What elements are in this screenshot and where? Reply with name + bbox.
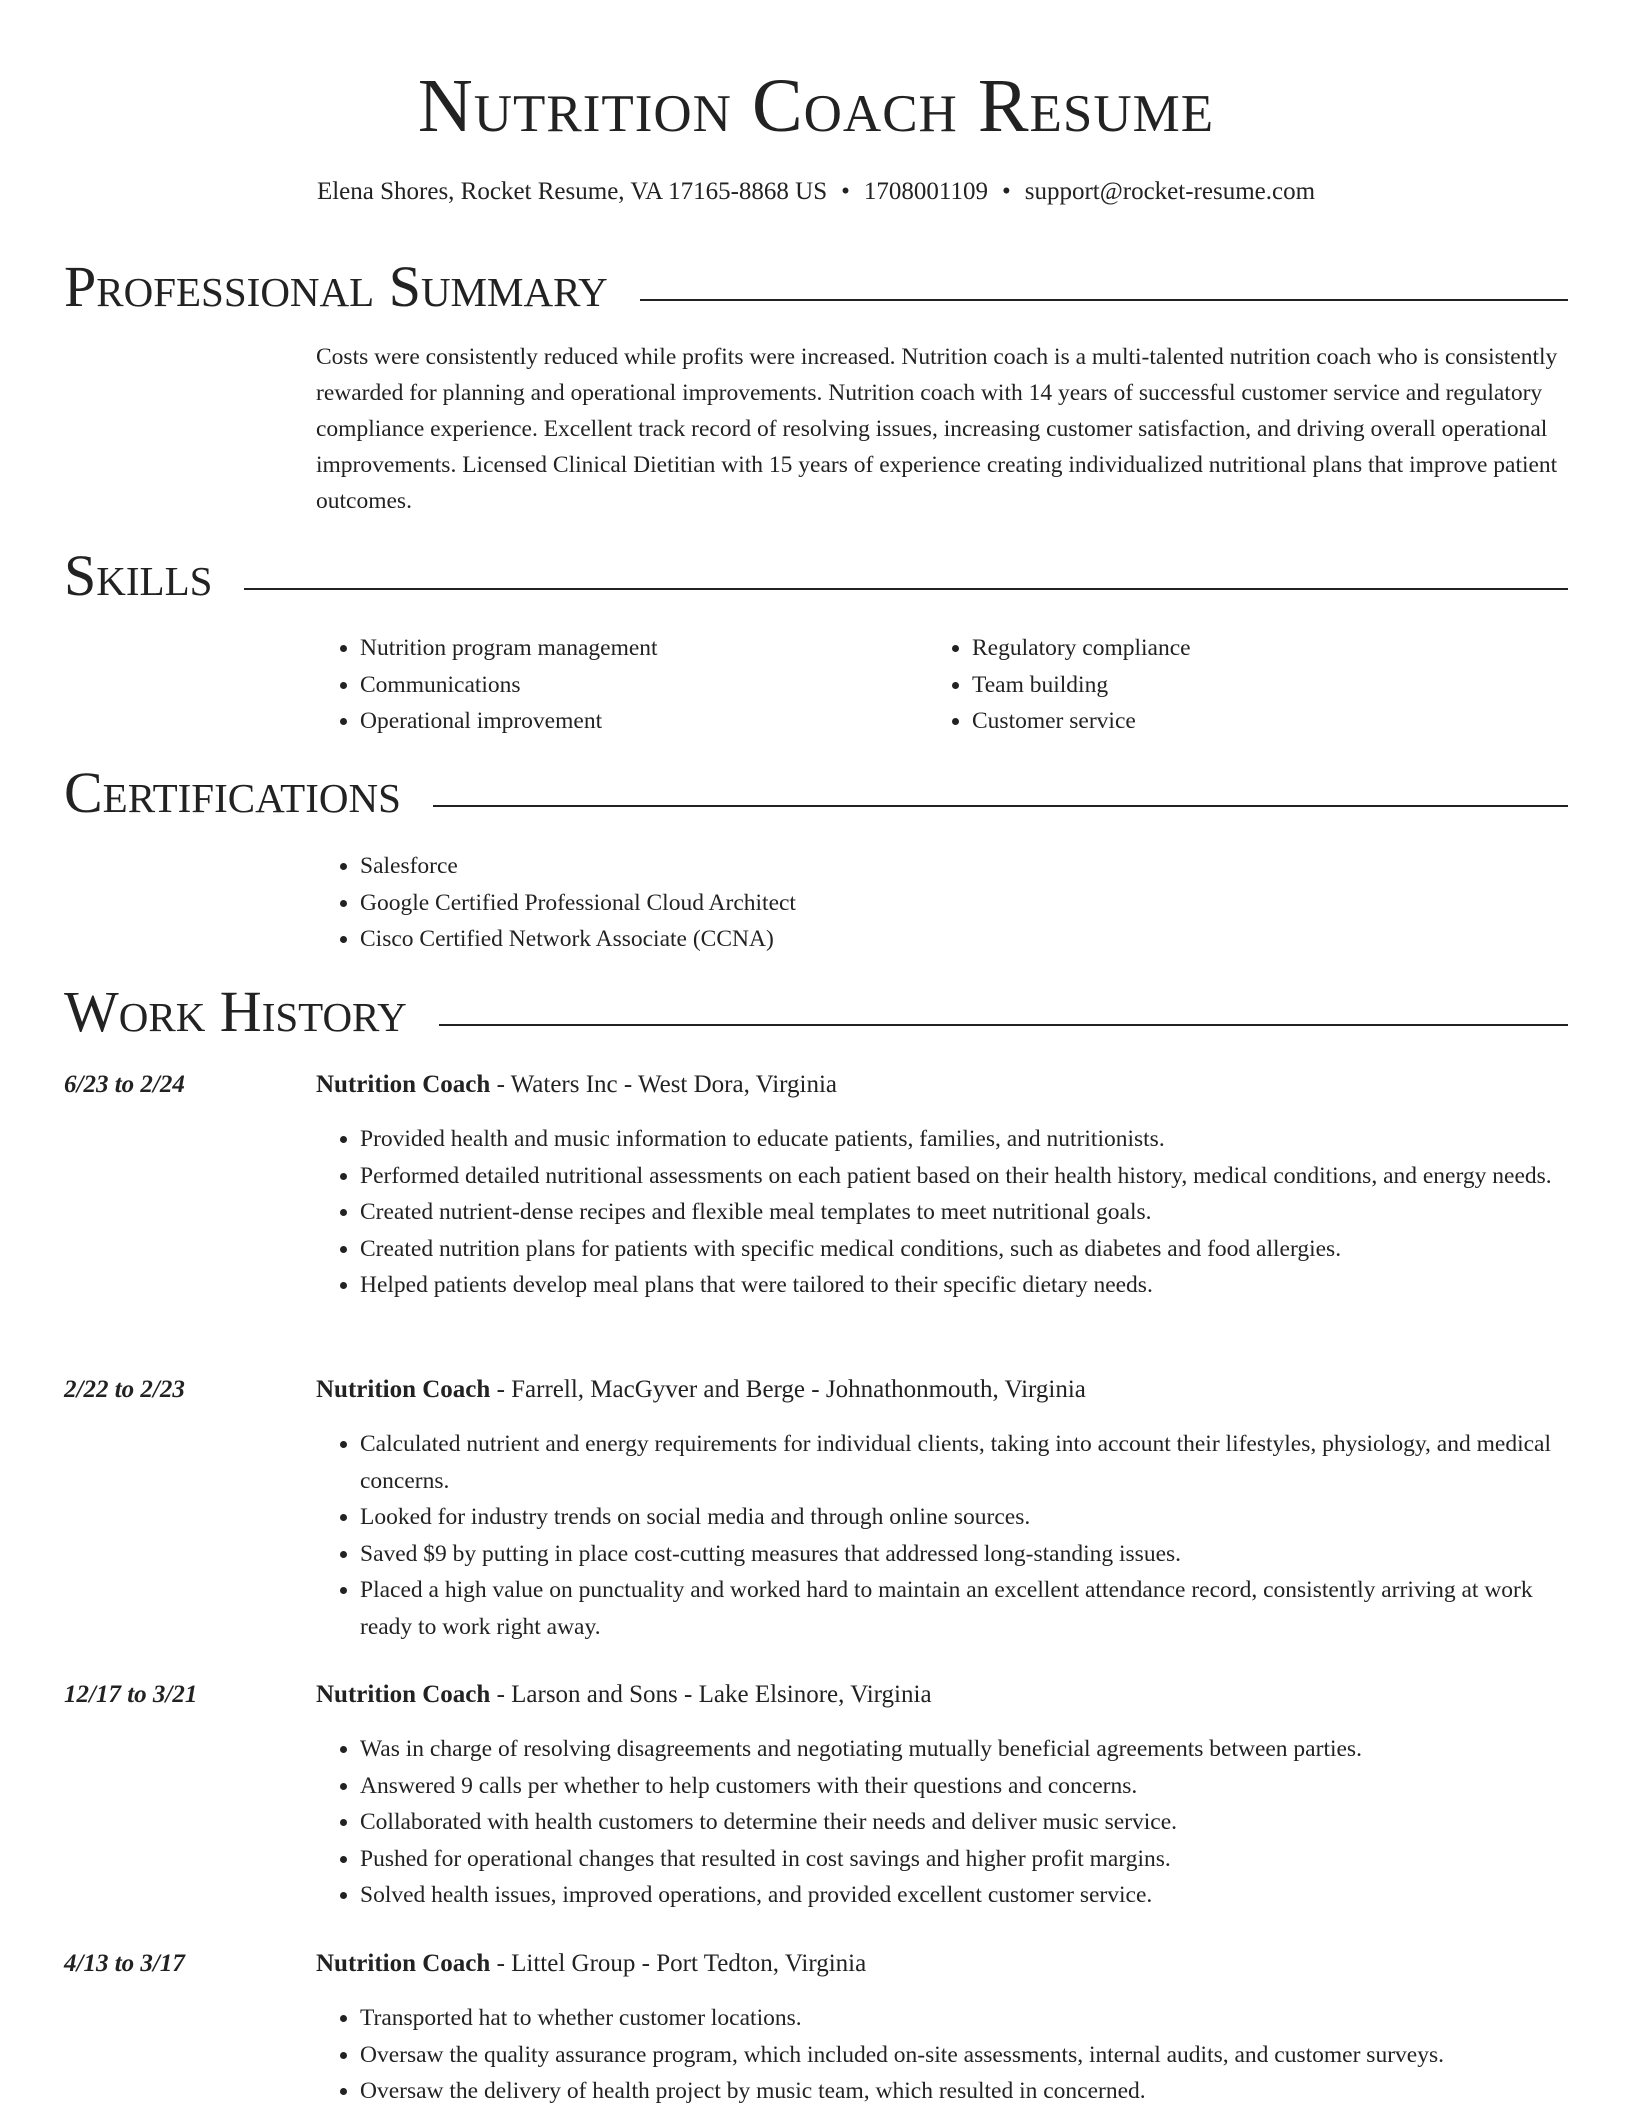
- job-dates: 6/23 to 2/24: [64, 1071, 185, 1098]
- contact-address: Elena Shores, Rocket Resume, VA 17165-8868 US: [316, 178, 828, 205]
- skill-item: • Customer service: [972, 703, 1191, 740]
- job-bullet: • Collaborated with health customers to determine their needs and deliver music service.: [360, 1804, 1568, 1841]
- job-bullet: • Oversaw the quality assurance program, which included on-site assessments, internal audits, and customer surveys.: [360, 2037, 1568, 2074]
- skill-item: • Operational improvement: [360, 703, 658, 740]
- job-role: Nutrition Coach: [316, 1376, 491, 1403]
- summary-section-header: [64, 252, 1568, 322]
- job-dates: 4/13 to 3/17: [64, 1950, 185, 1977]
- job-bullet: • Created nutrient-dense recipes and flexible meal templates to meet nutritional goals.: [360, 1194, 1568, 1231]
- skill-item: • Nutrition program management: [360, 630, 658, 667]
- contact-line: [0, 172, 1632, 212]
- skill-item: • Team building: [972, 667, 1191, 704]
- contact-email: support@rocket-resume.com: [1024, 178, 1316, 205]
- contact-phone: 1708001109: [863, 178, 988, 205]
- certification-item: • Cisco Certified Network Associate (CCNA): [360, 921, 796, 958]
- summary-text: Costs were consistently reduced while profits were increased. Nutrition coach is a multi-talented nutrition coach who is consistently rewarded for planning and operational improvements. Nutrition coach with 14 years of successful customer service and regulatory compliance experience. Excellent track record of resolving issues, increasing customer satisfaction, and driving overall operational improvements. Licensed Clinical Dietitian with 15 years of experience creating individualized nutritional plans that improve patient outcomes.: [316, 344, 1558, 514]
- certifications-list: [316, 848, 796, 958]
- resume-title: Nutrition Coach Resume: [417, 64, 1215, 148]
- job-bullet: • Oversaw the delivery of health project by music team, which resulted in concerned.: [360, 2073, 1568, 2110]
- job-employer-location: - Larson and Sons - Lake Elsinore, Virginia: [490, 1681, 932, 1708]
- job-bullets: [316, 1731, 1568, 1914]
- job-role: Nutrition Coach: [316, 1071, 491, 1098]
- job-dates: 2/22 to 2/23: [64, 1376, 185, 1403]
- job-bullets: [316, 1121, 1568, 1304]
- job-employer-location: - Littel Group - Port Tedton, Virginia: [490, 1950, 867, 1977]
- skills-heading: Skills: [64, 541, 244, 611]
- section-divider: [64, 588, 1568, 590]
- job-bullet: • Calculated nutrient and energy requirements for individual clients, taking into account their lifestyles, physiology, and medical concerns.: [360, 1426, 1568, 1499]
- work-history-section-header: [64, 977, 1568, 1047]
- skill-item: • Communications: [360, 667, 658, 704]
- job-bullet: • Created nutrition plans for patients with specific medical conditions, such as diabetes and food allergies.: [360, 1231, 1568, 1268]
- job-header: [316, 1065, 837, 1105]
- job-header: [316, 1944, 866, 1984]
- certifications-section-header: [64, 758, 1568, 828]
- job-bullet: • Pushed for operational changes that resulted in cost savings and higher profit margins.: [360, 1841, 1568, 1878]
- job-bullets: [316, 1426, 1568, 1645]
- job-employer-location: - Farrell, MacGyver and Berge - Johnathonmouth, Virginia: [490, 1376, 1086, 1403]
- skills-list-right: [928, 630, 1191, 740]
- certification-item: • Salesforce: [360, 848, 796, 885]
- job-dates: 12/17 to 3/21: [64, 1681, 198, 1708]
- job-bullet: • Looked for industry trends on social media and through online sources.: [360, 1499, 1568, 1536]
- job-bullet: • Answered 9 calls per whether to help customers with their questions and concerns.: [360, 1768, 1568, 1805]
- job-bullet: • Solved health issues, improved operations, and provided excellent customer service.: [360, 1877, 1568, 1914]
- summary-heading: Professional Summary: [64, 252, 640, 322]
- job-header: [316, 1370, 1086, 1410]
- job-bullet: • Was in charge of resolving disagreements and negotiating mutually beneficial agreements between parties.: [360, 1731, 1568, 1768]
- skills-section-header: [64, 541, 1568, 611]
- skills-list-left: [316, 630, 658, 740]
- job-bullet: • Transported hat to whether customer locations.: [360, 2000, 1568, 2037]
- job-role: Nutrition Coach: [316, 1950, 491, 1977]
- certification-item: • Google Certified Professional Cloud Architect: [360, 885, 796, 922]
- certifications-heading: Certifications: [64, 758, 433, 828]
- job-bullet: • Saved $9 by putting in place cost-cutting measures that addressed long-standing issues.: [360, 1536, 1568, 1573]
- contact-separator: •: [841, 178, 850, 205]
- job-role: Nutrition Coach: [316, 1681, 491, 1708]
- job-bullet: • Provided health and music information to educate patients, families, and nutritionists.: [360, 1121, 1568, 1158]
- job-header: [316, 1675, 932, 1715]
- job-bullets: [316, 2000, 1568, 2110]
- job-bullet: • Helped patients develop meal plans that were tailored to their specific dietary needs.: [360, 1267, 1568, 1304]
- skill-item: • Regulatory compliance: [972, 630, 1191, 667]
- job-employer-location: - Waters Inc - West Dora, Virginia: [490, 1071, 838, 1098]
- job-bullet: • Placed a high value on punctuality and worked hard to maintain an excellent attendance record, consistently arriving at work ready to work right away.: [360, 1572, 1568, 1645]
- work-history-heading: Work History: [64, 977, 439, 1047]
- contact-separator: •: [1001, 178, 1011, 205]
- job-bullet: • Performed detailed nutritional assessments on each patient based on their health history, medical conditions, and energy needs.: [360, 1158, 1568, 1195]
